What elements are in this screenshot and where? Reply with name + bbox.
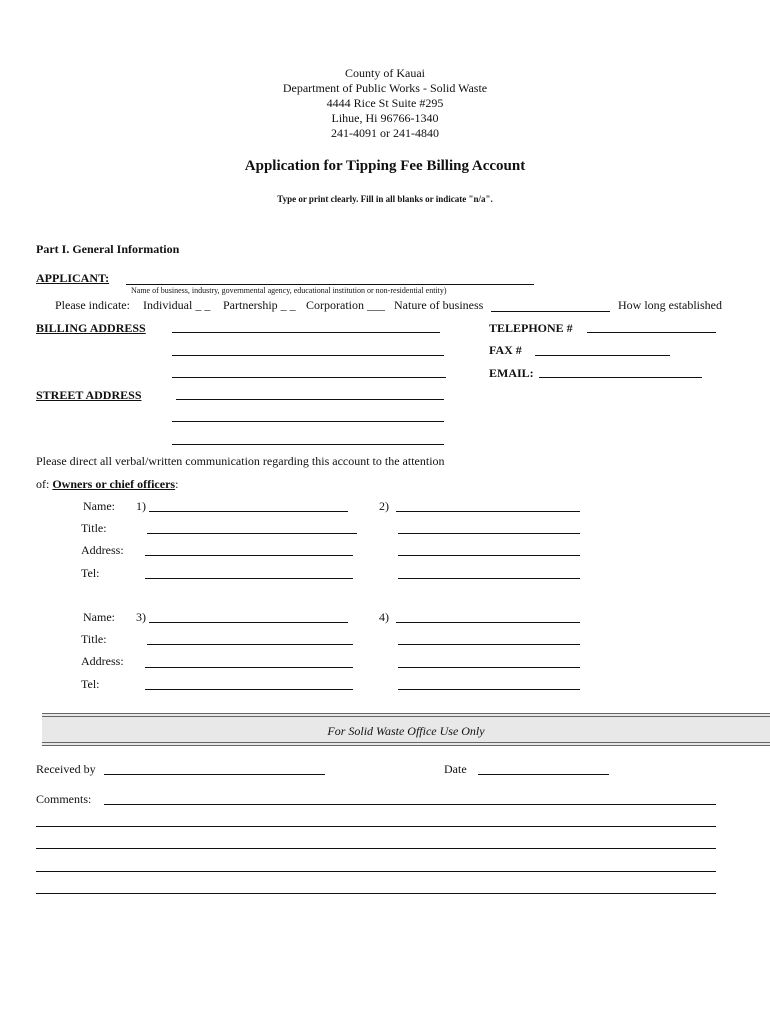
comments-label: Comments:	[36, 792, 92, 806]
officer-name-label-1: Name:	[83, 499, 115, 513]
officer-3-title-field[interactable]	[147, 644, 353, 645]
officer-name-label-2: Name:	[83, 610, 115, 624]
owners-line	[36, 477, 178, 492]
officer-3-address-field[interactable]	[145, 667, 353, 668]
form-instructions: Type or print clearly. Fill in all blanks or indicate "n/a".	[277, 194, 493, 204]
officer-title-label-1: Title:	[81, 521, 107, 535]
officer-address-label-1: Address:	[81, 543, 124, 557]
nature-of-business-field[interactable]	[491, 311, 610, 312]
fax-label: FAX #	[489, 343, 522, 357]
officer-tel-label-1: Tel:	[81, 566, 100, 580]
how-long-established-label: How long established	[618, 298, 722, 312]
street-address-label: STREET ADDRESS	[36, 388, 142, 402]
comments-line-5[interactable]	[36, 893, 716, 894]
email-label: EMAIL:	[489, 366, 534, 380]
billing-address-label: BILLING ADDRESS	[36, 321, 146, 335]
of-label: of:	[36, 477, 50, 491]
date-field[interactable]	[478, 774, 609, 775]
individual-option[interactable]: Individual _ _	[143, 298, 211, 312]
officer-number-1: 1)	[136, 499, 146, 513]
officer-tel-label-2: Tel:	[81, 677, 100, 691]
part1-heading: Part I. General Information	[36, 242, 180, 256]
officer-2-name-field[interactable]	[396, 511, 580, 512]
received-by-label: Received by	[36, 762, 96, 776]
officer-1-name-field[interactable]	[149, 511, 348, 512]
officer-3-name-field[interactable]	[149, 622, 348, 623]
applicant-note: Name of business, industry, governmental agency, educational institution or non-residential entity)	[131, 286, 447, 295]
comments-line-2[interactable]	[36, 826, 716, 827]
street-address-line-3[interactable]	[172, 444, 444, 445]
fax-field[interactable]	[535, 355, 670, 356]
officer-2-title-field[interactable]	[398, 533, 580, 534]
partnership-option[interactable]: Partnership _ _	[223, 298, 296, 312]
officer-address-label-2: Address:	[81, 654, 124, 668]
billing-address-line-1[interactable]	[172, 332, 440, 333]
date-label: Date	[444, 762, 467, 776]
corporation-option[interactable]: Corporation ___	[306, 298, 385, 312]
officer-1-tel-field[interactable]	[145, 578, 353, 579]
officer-number-2: 2)	[379, 499, 389, 513]
applicant-field[interactable]	[126, 284, 534, 285]
officer-number-3: 3)	[136, 610, 146, 624]
owners-label: Owners or chief officers	[52, 477, 176, 491]
officer-title-label-2: Title:	[81, 632, 107, 646]
telephone-label: TELEPHONE #	[489, 321, 573, 335]
received-by-field[interactable]	[104, 774, 325, 775]
officer-4-tel-field[interactable]	[398, 689, 580, 690]
office-use-banner	[42, 713, 770, 745]
comments-line-3[interactable]	[36, 848, 716, 849]
officer-4-title-field[interactable]	[398, 644, 580, 645]
officer-3-tel-field[interactable]	[145, 689, 353, 690]
nature-of-business-label: Nature of business	[394, 298, 484, 312]
direct-communication-text: Please direct all verbal/written communication regarding this account to the attention	[36, 454, 445, 468]
office-use-banner-text: For Solid Waste Office Use Only	[327, 724, 485, 738]
officer-4-name-field[interactable]	[396, 622, 580, 623]
department-name: Department of Public Works - Solid Waste	[282, 81, 488, 95]
billing-address-line-2[interactable]	[172, 355, 444, 356]
form-title: Application for Tipping Fee Billing Account	[244, 158, 526, 174]
please-indicate-label: Please indicate:	[55, 298, 130, 312]
owners-colon: :	[175, 477, 179, 491]
phone-header: 241-4091 or 241-4840	[331, 126, 439, 140]
officer-1-address-field[interactable]	[145, 555, 353, 556]
telephone-field[interactable]	[587, 332, 716, 333]
billing-address-line-3[interactable]	[172, 377, 446, 378]
officer-2-address-field[interactable]	[398, 555, 580, 556]
officer-1-title-field[interactable]	[147, 533, 357, 534]
street-address-header: 4444 Rice St Suite #295	[326, 96, 444, 110]
officer-4-address-field[interactable]	[398, 667, 580, 668]
street-address-line-2[interactable]	[172, 421, 444, 422]
street-address-line-1[interactable]	[176, 399, 444, 400]
county-name: County of Kauai	[345, 66, 425, 80]
email-field[interactable]	[539, 377, 702, 378]
comments-line-4[interactable]	[36, 871, 716, 872]
comments-line-1[interactable]	[104, 804, 716, 805]
city-header: Lihue, Hi 96766-1340	[331, 111, 439, 125]
officer-2-tel-field[interactable]	[398, 578, 580, 579]
officer-number-4: 4)	[379, 610, 389, 624]
applicant-label: APPLICANT:	[36, 271, 110, 285]
